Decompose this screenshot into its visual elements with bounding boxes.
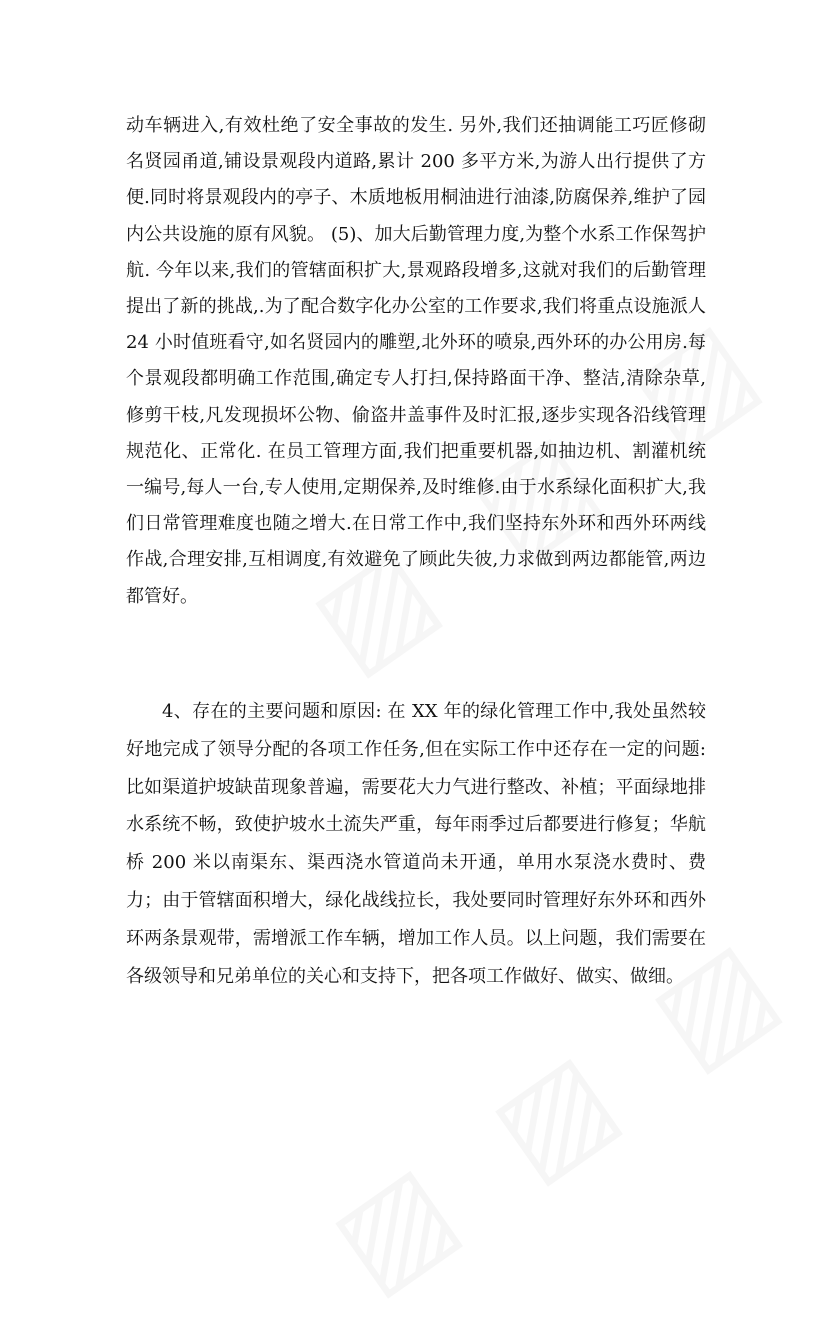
body-paragraph: 4、存在的主要问题和原因: 在 XX 年的绿化管理工作中,我处虽然较好地完成了领导分配的各项工作任务,但在实际工作中还存在一定的问题:比如渠道护坡缺苗现象普遍，需要花大力气进行整改、补植；平面绿地排水系统不畅，致使护坡水土流失严重，每年雨季过后都要进行修复；华航桥 200 米以南渠东、渠西浇水管道尚未开通，单用水泵浇水费时、费力；由于管辖面积增大，绿化战线拉长，我处要同时管理好东外环和西外环两条景观带，需增派工作车辆，增加工作人员。以上问题，我们需要在各级领导和兄弟单位的关心和支持下，把各项工作做好、做实、做细。 <box>126 701 706 987</box>
body-paragraph: 动车辆进入,有效杜绝了安全事故的发生. 另外,我们还抽调能工巧匠修砌名贤园甬道,铺设景观段内道路,累计 200 多平方米,为游人出行提供了方便.同时将景观段内的亭子、木质地板用桐油进行油漆,防腐保养,维护了园内公共设施的原有风貌。 (5)、加大后勤管理力度,为整个水系工作保驾护航. 今年以来,我们的管辖面积扩大,景观路段增多,这就对我们的后勤管理提出了新的挑战,.为了配合数字化办公室的工作要求,我们将重点设施派人 24 小时值班看守,如名贤园内的雕塑,北外环的喷泉,西外环的办公用房.每个景观段都明确工作范围,确定专人打扫,保持路面干净、整洁,清除杂草,修剪干枝,凡发现损坏公物、偷盗井盖事件及时汇报,逐步实现各沿线管理规范化、正常化. 在员工管理方面,我们把重要机器,如抽边机、割灌机统一编号,每人一台,专人使用,定期保养,及时维修.由于水系绿化面积扩大,我们日常管理难度也随之增大.在日常工作中,我们坚持东外环和西外环两线作战,合理安排,互相调度,有效避免了顾此失彼,力求做到两边都能管,两边都管好。 <box>126 115 706 607</box>
